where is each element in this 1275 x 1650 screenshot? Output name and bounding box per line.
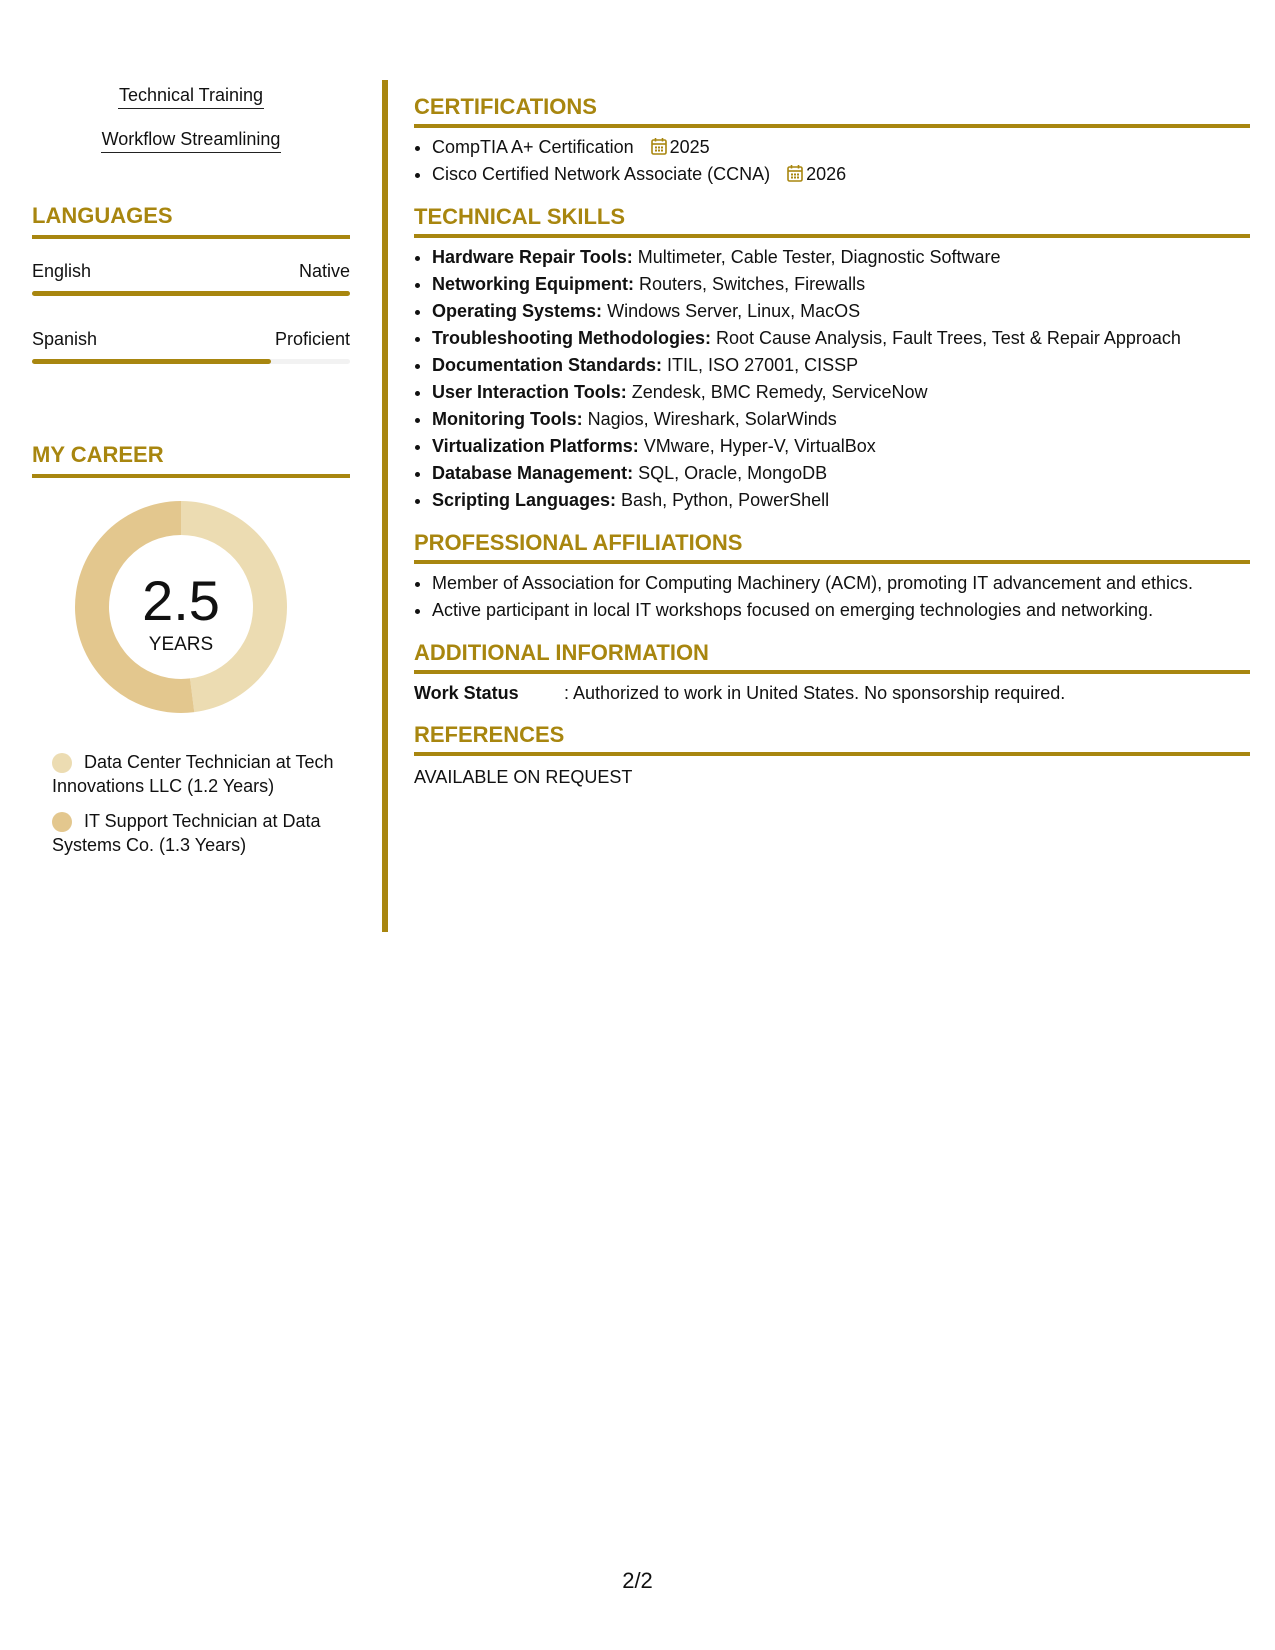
legend-dot bbox=[52, 812, 72, 832]
skill-value: Root Cause Analysis, Fault Trees, Test & Repair Approach bbox=[716, 328, 1181, 348]
skill-item bbox=[432, 487, 1250, 514]
section-rule bbox=[32, 235, 350, 239]
affiliations-section bbox=[414, 528, 1250, 624]
skill-value: Multimeter, Cable Tester, Diagnostic Software bbox=[637, 247, 1001, 267]
section-rule bbox=[414, 234, 1250, 238]
skill-value: Zendesk, BMC Remedy, ServiceNow bbox=[631, 382, 928, 402]
language-bar-fill bbox=[32, 291, 350, 296]
language-bar-fill bbox=[32, 359, 271, 364]
career-legend bbox=[32, 750, 350, 857]
legend-label: Data Center Technician at Tech Innovations LLC (1.2 Years) bbox=[52, 752, 334, 796]
certifications-section bbox=[414, 92, 1250, 188]
legend-label: IT Support Technician at Data Systems Co. (1.3 Years) bbox=[52, 811, 321, 855]
skill-value: Windows Server, Linux, MacOS bbox=[607, 301, 861, 321]
calendar-icon bbox=[651, 137, 667, 155]
skill-label: Troubleshooting Methodologies: bbox=[432, 328, 711, 348]
skill-label: Virtualization Platforms: bbox=[432, 436, 639, 456]
skill-label: Scripting Languages: bbox=[432, 490, 617, 510]
skill-item bbox=[432, 244, 1250, 271]
legend-item bbox=[32, 750, 350, 798]
skills-section bbox=[414, 202, 1250, 514]
calendar-icon bbox=[787, 164, 803, 182]
references-section bbox=[414, 720, 1250, 790]
skill-label: Database Management: bbox=[432, 463, 634, 483]
column-divider bbox=[382, 80, 388, 932]
certification-name: Cisco Certified Network Associate (CCNA) bbox=[432, 164, 771, 184]
certifications-list bbox=[414, 134, 1250, 188]
affiliation-item: • Active participant in local IT workshops focused on emerging technologies and networking. bbox=[432, 597, 1250, 624]
section-rule bbox=[414, 752, 1250, 756]
section-title: CERTIFICATIONS bbox=[414, 94, 597, 119]
section-rule bbox=[414, 124, 1250, 128]
career-total-value: 2.5 bbox=[142, 569, 220, 632]
section-title: MY CAREER bbox=[32, 442, 164, 467]
skill-value: VMware, Hyper-V, VirtualBox bbox=[643, 436, 876, 456]
skills-list bbox=[414, 244, 1250, 514]
skill-tag: Workflow Streamlining bbox=[101, 128, 282, 153]
skill-value: Bash, Python, PowerShell bbox=[621, 490, 830, 510]
skill-tag: Technical Training bbox=[118, 84, 264, 109]
language-bar bbox=[32, 291, 350, 296]
language-row bbox=[32, 327, 350, 351]
section-rule bbox=[32, 474, 350, 478]
legend-item bbox=[32, 809, 350, 857]
section-title: TECHNICAL SKILLS bbox=[414, 204, 626, 229]
skill-item bbox=[432, 460, 1250, 487]
career-total-unit: YEARS bbox=[148, 634, 214, 655]
section-rule bbox=[414, 560, 1250, 564]
skill-label: Documentation Standards: bbox=[432, 355, 663, 375]
language-level: Native bbox=[298, 261, 350, 281]
skill-item bbox=[432, 433, 1250, 460]
certification-year: 2025 bbox=[669, 137, 710, 157]
certification-year: 2026 bbox=[806, 164, 847, 184]
right-column bbox=[414, 80, 1250, 790]
languages-section bbox=[32, 201, 350, 364]
additional-info-section bbox=[414, 638, 1250, 706]
certification-name: CompTIA A+ Certification bbox=[432, 137, 634, 157]
section-title: ADDITIONAL INFORMATION bbox=[414, 640, 709, 665]
language-name: Spanish bbox=[32, 329, 98, 349]
skill-value: Nagios, Wireshark, SolarWinds bbox=[587, 409, 837, 429]
language-name: English bbox=[32, 261, 92, 281]
section-title: REFERENCES bbox=[414, 722, 565, 747]
skill-label: Operating Systems: bbox=[432, 301, 603, 321]
skill-label: User Interaction Tools: bbox=[432, 382, 627, 402]
affiliations-list bbox=[414, 570, 1250, 624]
left-column bbox=[32, 80, 350, 857]
section-rule bbox=[414, 670, 1250, 674]
skill-item bbox=[432, 406, 1250, 433]
work-status-label: Work Status bbox=[414, 683, 519, 703]
section-title: PROFESSIONAL AFFILIATIONS bbox=[414, 530, 743, 555]
references-text: AVAILABLE ON REQUEST bbox=[414, 767, 633, 787]
certification-item bbox=[432, 134, 1250, 161]
skill-label: Monitoring Tools: bbox=[432, 409, 583, 429]
affiliation-item: • Member of Association for Computing Machinery (ACM), promoting IT advancement and ethics. bbox=[432, 570, 1250, 597]
page-number: 2/2 bbox=[622, 1568, 653, 1593]
section-title: LANGUAGES bbox=[32, 203, 173, 228]
skill-value: SQL, Oracle, MongoDB bbox=[638, 463, 828, 483]
career-donut-chart bbox=[32, 490, 350, 730]
skill-item bbox=[432, 271, 1250, 298]
language-row bbox=[32, 259, 350, 283]
career-section bbox=[32, 440, 350, 857]
legend-dot bbox=[52, 753, 72, 773]
skill-value: Routers, Switches, Firewalls bbox=[639, 274, 866, 294]
skill-item bbox=[432, 298, 1250, 325]
language-level: Proficient bbox=[274, 329, 350, 349]
skill-label: Hardware Repair Tools: bbox=[432, 247, 633, 267]
certification-item bbox=[432, 161, 1250, 188]
skill-item bbox=[432, 352, 1250, 379]
skill-value: ITIL, ISO 27001, CISSP bbox=[667, 355, 859, 375]
skill-item bbox=[432, 325, 1250, 352]
skill-label: Networking Equipment: bbox=[432, 274, 634, 294]
language-bar bbox=[32, 359, 350, 364]
work-status-row bbox=[414, 680, 1250, 706]
skill-item bbox=[432, 379, 1250, 406]
work-status-value: : Authorized to work in United States. No sponsorship required. bbox=[564, 683, 1066, 703]
